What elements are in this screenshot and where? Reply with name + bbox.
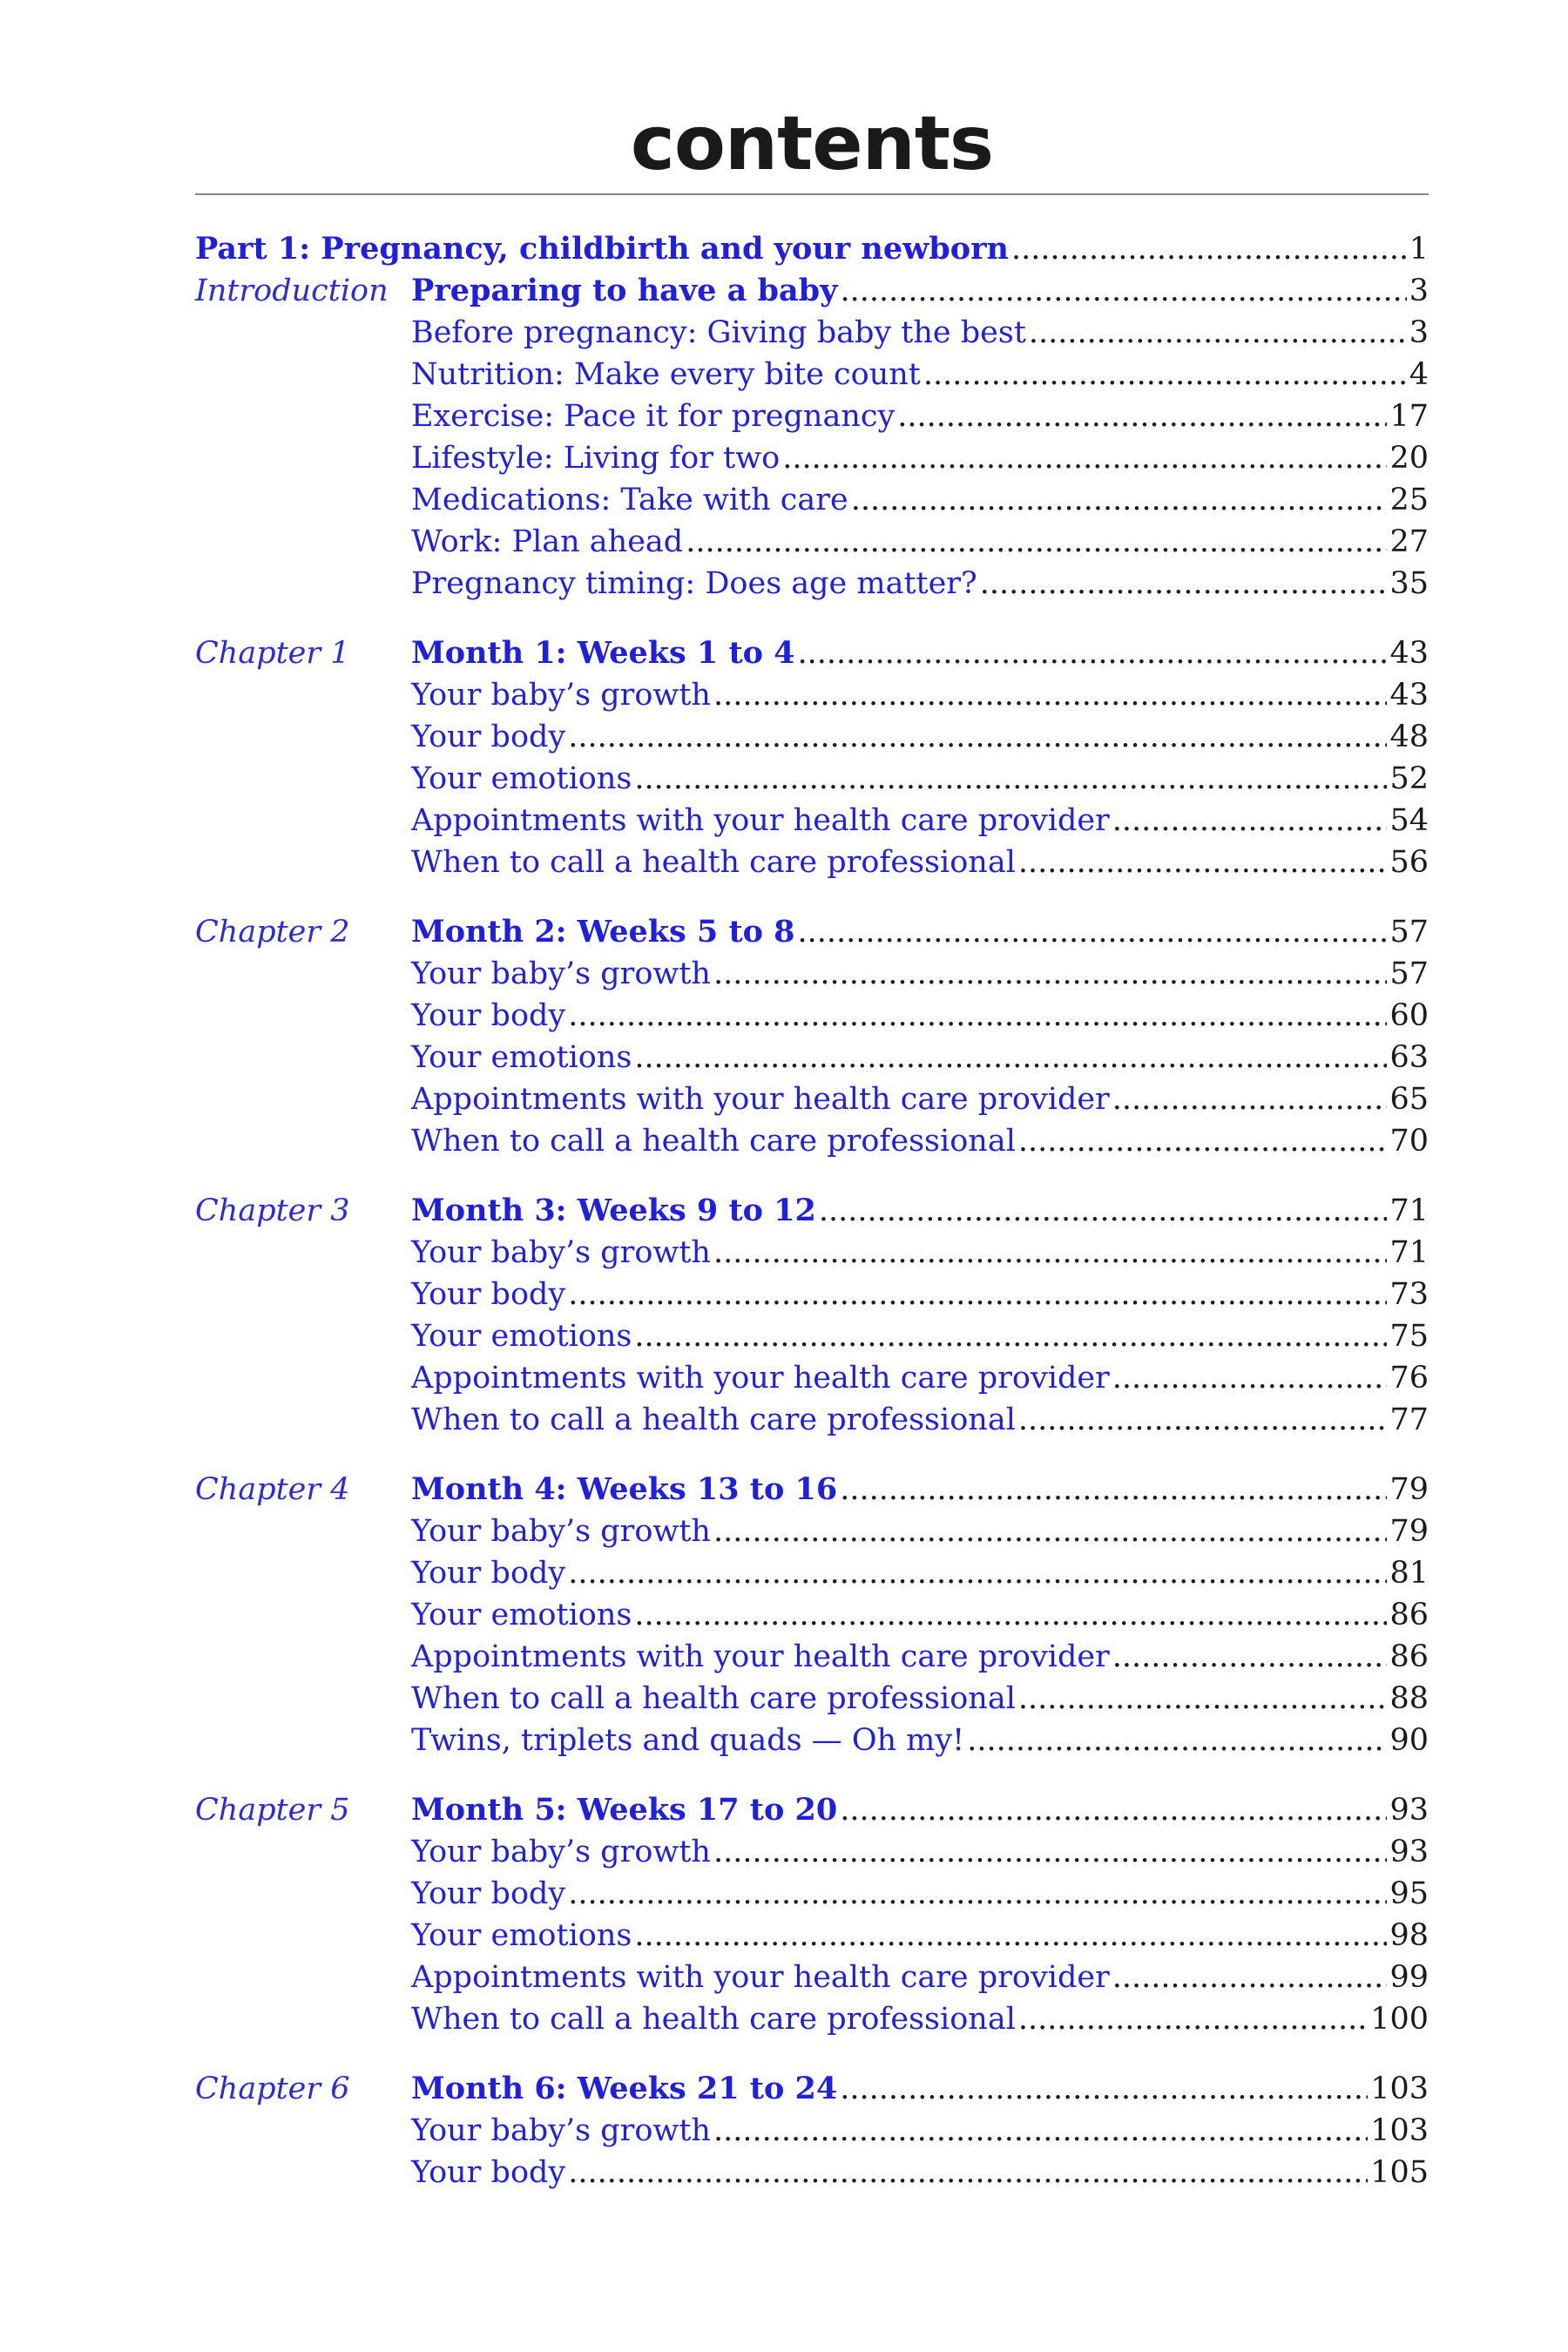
dot-leader [840, 1469, 1387, 1511]
page-number: 3 [1409, 274, 1429, 308]
toc-entry-row[interactable] [195, 1915, 1429, 1957]
toc-part-title[interactable]: Part 1: Pregnancy, childbirth and your newborn [195, 231, 1009, 267]
page-number: 17 [1389, 399, 1429, 434]
dot-leader [713, 1511, 1387, 1552]
dot-leader [568, 1873, 1387, 1915]
toc-chapter-row[interactable] [195, 1190, 1429, 1232]
dot-leader [1018, 1120, 1388, 1162]
toc-entry-title[interactable]: Pregnancy timing: Does age matter? [411, 566, 977, 601]
dot-leader [1112, 1957, 1388, 1998]
page-number: 57 [1389, 956, 1429, 991]
dot-leader [980, 563, 1388, 605]
page-number: 20 [1389, 441, 1429, 476]
toc-entry-title[interactable]: Appointments with your health care provider [411, 1960, 1110, 1995]
dot-leader [568, 716, 1387, 758]
dot-leader [634, 1037, 1387, 1078]
section-spacer [195, 883, 1429, 911]
toc-entry-row[interactable] [195, 1078, 1429, 1120]
page-number: 71 [1389, 1235, 1429, 1270]
page-number: 27 [1389, 524, 1429, 559]
page-number: 88 [1389, 1681, 1429, 1716]
dot-leader [1112, 800, 1388, 841]
page-number: 103 [1370, 2072, 1429, 2106]
dot-leader [897, 395, 1387, 437]
page-number: 63 [1389, 1040, 1429, 1075]
dot-leader [923, 354, 1407, 395]
toc-entry-title[interactable]: Your body [411, 1556, 566, 1591]
toc-entry-row[interactable] [195, 758, 1429, 800]
toc-entry-title[interactable]: Your body [411, 1876, 566, 1911]
page-number: 75 [1389, 1319, 1429, 1354]
chapter-label: Chapter 6 [195, 2072, 350, 2106]
toc-chapter-row[interactable] [195, 632, 1429, 674]
section-spacer [195, 605, 1429, 632]
toc-entry-row[interactable] [195, 1873, 1429, 1915]
page-number: 54 [1389, 803, 1429, 838]
toc-entry-title[interactable]: Exercise: Pace it for pregnancy [411, 399, 896, 434]
page-number: 98 [1389, 1918, 1429, 1953]
page-number: 1 [1409, 232, 1429, 267]
toc-entry-title[interactable]: Medications: Take with care [411, 483, 848, 517]
section-spacer [195, 2040, 1429, 2068]
dot-leader [1018, 1678, 1388, 1720]
page-number: 103 [1370, 2113, 1429, 2148]
toc-entry-row[interactable] [195, 312, 1429, 354]
section-spacer [195, 1761, 1429, 1789]
dot-leader [634, 1594, 1387, 1636]
chapter-heading[interactable]: Month 3: Weeks 9 to 12 [411, 1193, 816, 1228]
chapter-heading[interactable]: Month 2: Weeks 5 to 8 [411, 914, 795, 950]
toc-entry-row[interactable] [195, 1315, 1429, 1357]
page-number: 70 [1389, 1124, 1429, 1159]
dot-leader [634, 1915, 1387, 1957]
dot-leader [1029, 312, 1407, 354]
toc-entry-row[interactable] [195, 1232, 1429, 1274]
toc-entry-title[interactable]: When to call a health care professional [411, 2002, 1016, 2037]
toc-chapter-row[interactable] [195, 1469, 1429, 1511]
page-number: 99 [1389, 1960, 1429, 1995]
toc-chapter-row[interactable] [195, 2068, 1429, 2110]
toc-entry-row[interactable] [195, 995, 1429, 1037]
page-number: 52 [1389, 761, 1429, 796]
page-number: 105 [1370, 2155, 1429, 2190]
toc-entry-title[interactable]: Appointments with your health care provider [411, 1361, 1110, 1396]
toc-entry-title[interactable]: Before pregnancy: Giving baby the best [411, 315, 1026, 350]
chapter-label: Chapter 1 [195, 636, 350, 671]
page-number: 3 [1409, 315, 1429, 350]
dot-leader [568, 995, 1387, 1037]
page-number: 4 [1409, 357, 1429, 392]
toc-entry-row[interactable] [195, 479, 1429, 521]
page-number: 76 [1389, 1361, 1429, 1396]
page-number: 56 [1389, 845, 1429, 880]
toc-entry-row[interactable] [195, 1831, 1429, 1873]
dot-leader [798, 632, 1388, 674]
page-number: 100 [1370, 2002, 1429, 2037]
toc-entry-title[interactable]: Twins, triplets and quads — Oh my! [411, 1723, 965, 1758]
toc-entry-row[interactable] [195, 437, 1429, 479]
toc-entry-row[interactable] [195, 1120, 1429, 1162]
toc-entry-title[interactable]: Your baby’s growth [411, 1235, 711, 1270]
page-number: 25 [1389, 483, 1429, 517]
chapter-heading[interactable]: Preparing to have a baby [411, 273, 838, 308]
dot-leader [634, 1315, 1387, 1357]
toc-entry-title[interactable]: When to call a health care professional [411, 1124, 1016, 1159]
dot-leader [1112, 1636, 1388, 1678]
dot-leader [1112, 1357, 1388, 1399]
toc-entry-row[interactable] [195, 1552, 1429, 1594]
chapter-label: Chapter 3 [195, 1193, 350, 1228]
chapter-heading[interactable]: Month 1: Weeks 1 to 4 [411, 635, 795, 671]
page-number: 43 [1389, 636, 1429, 671]
toc-entry-row[interactable] [195, 1399, 1429, 1441]
toc-entry-title[interactable]: Your body [411, 2155, 566, 2190]
dot-leader [713, 1831, 1387, 1873]
toc-chapter-row[interactable] [195, 911, 1429, 953]
chapter-heading[interactable]: Month 4: Weeks 13 to 16 [411, 1471, 838, 1507]
toc-entry-title[interactable]: Your body [411, 1277, 566, 1312]
page-number: 93 [1389, 1793, 1429, 1828]
dot-leader [1018, 1399, 1388, 1441]
toc-entry-row[interactable] [195, 521, 1429, 563]
dot-leader [713, 953, 1387, 995]
toc-entry-row[interactable] [195, 1720, 1429, 1761]
page-number: 86 [1389, 1639, 1429, 1674]
toc-entry-title[interactable]: Work: Plan ahead [411, 524, 684, 559]
toc-entry-row[interactable] [195, 674, 1429, 716]
section-spacer [195, 1441, 1429, 1469]
dot-leader [713, 674, 1387, 716]
toc-entry-title[interactable]: Your baby’s growth [411, 1835, 711, 1869]
toc-entry-title[interactable]: Nutrition: Make every bite count [411, 357, 921, 392]
toc-entry-row[interactable] [195, 2110, 1429, 2152]
toc-entry-title[interactable]: Your emotions [411, 1598, 632, 1632]
dot-leader [568, 1552, 1387, 1594]
chapter-label: Chapter 4 [195, 1472, 350, 1507]
toc-entry-row[interactable] [195, 1594, 1429, 1636]
toc-chapter-row[interactable] [195, 270, 1429, 312]
toc-chapter-row[interactable] [195, 1789, 1429, 1831]
toc-entry-row[interactable] [195, 1957, 1429, 1998]
page-number: 79 [1389, 1514, 1429, 1549]
toc-entry-row[interactable] [195, 800, 1429, 841]
toc-entry-row[interactable] [195, 841, 1429, 883]
dot-leader [1018, 841, 1388, 883]
toc-entry-row[interactable] [195, 1274, 1429, 1315]
dot-leader [819, 1190, 1388, 1232]
page-number: 57 [1389, 915, 1429, 950]
page-number: 71 [1389, 1193, 1429, 1228]
chapter-heading[interactable]: Month 6: Weeks 21 to 24 [411, 2071, 838, 2106]
toc-entry-row[interactable] [195, 953, 1429, 995]
toc-entry-title[interactable]: Your emotions [411, 1040, 632, 1075]
toc-entry-title[interactable]: Your body [411, 720, 566, 754]
dot-leader [686, 521, 1387, 563]
dot-leader [840, 2068, 1368, 2110]
dot-leader [798, 911, 1388, 953]
toc-entry-title[interactable]: Your body [411, 998, 566, 1033]
toc-entry-row[interactable] [195, 716, 1429, 758]
toc-entry-row[interactable] [195, 1037, 1429, 1078]
toc-entry-title[interactable]: Your baby’s growth [411, 956, 711, 991]
chapter-label: Chapter 5 [195, 1793, 350, 1828]
chapter-label: Introduction [195, 274, 389, 308]
toc-entry-row[interactable] [195, 563, 1429, 605]
toc-entry-title[interactable]: Your emotions [411, 1918, 632, 1953]
page-number: 79 [1389, 1472, 1429, 1507]
toc-entry-row[interactable] [195, 1998, 1429, 2040]
page-number: 77 [1389, 1402, 1429, 1437]
toc-entry-row[interactable] [195, 1511, 1429, 1552]
dot-leader [782, 437, 1387, 479]
page-number: 65 [1389, 1082, 1429, 1117]
page-number: 95 [1389, 1876, 1429, 1911]
page-title: contents [630, 100, 994, 187]
page-number: 43 [1389, 678, 1429, 713]
dot-leader [568, 1274, 1387, 1315]
toc-entry-title[interactable]: Your baby’s growth [411, 2113, 711, 2148]
toc-entry-title[interactable]: When to call a health care professional [411, 845, 1016, 880]
toc-entry-title[interactable]: Your emotions [411, 761, 632, 796]
toc-entry-row[interactable] [195, 354, 1429, 395]
toc-entry-title[interactable]: Your emotions [411, 1319, 632, 1354]
toc-entry-title[interactable]: Appointments with your health care provider [411, 803, 1110, 838]
dot-leader [634, 758, 1387, 800]
dot-leader [1018, 1998, 1368, 2040]
dot-leader [713, 1232, 1387, 1274]
toc-entry-title[interactable]: When to call a health care professional [411, 1681, 1016, 1716]
toc-entry-title[interactable]: Appointments with your health care provider [411, 1639, 1110, 1674]
dot-leader [1112, 1078, 1388, 1120]
toc-entry-row[interactable] [195, 1678, 1429, 1720]
section-spacer [195, 1162, 1429, 1190]
toc-entry-row[interactable] [195, 1636, 1429, 1678]
page-number: 81 [1389, 1556, 1429, 1591]
toc-page [195, 96, 1429, 2193]
page-number: 60 [1389, 998, 1429, 1033]
toc-entry-title[interactable]: Your baby’s growth [411, 678, 711, 713]
title-divider [195, 193, 1429, 195]
dot-leader [851, 479, 1388, 521]
toc-part-row[interactable] [195, 228, 1429, 270]
dot-leader [568, 2152, 1368, 2193]
chapter-heading[interactable]: Month 5: Weeks 17 to 20 [411, 1792, 838, 1828]
page-number: 48 [1389, 720, 1429, 754]
toc-entry-title[interactable]: Your baby’s growth [411, 1514, 711, 1549]
page-number: 90 [1389, 1723, 1429, 1758]
toc-entry-title[interactable]: Appointments with your health care provider [411, 1082, 1110, 1117]
dot-leader [840, 1789, 1387, 1831]
chapter-label: Chapter 2 [195, 915, 350, 950]
page-number: 93 [1389, 1835, 1429, 1869]
page-number: 35 [1389, 566, 1429, 601]
toc-entry-row[interactable] [195, 2152, 1429, 2193]
toc-sections [195, 270, 1429, 2193]
page-number: 86 [1389, 1598, 1429, 1632]
toc-entry-row[interactable] [195, 395, 1429, 437]
toc-entry-row[interactable] [195, 1357, 1429, 1399]
toc-entry-title[interactable]: Lifestyle: Living for two [411, 441, 781, 476]
dot-leader [1011, 228, 1407, 270]
toc-entry-title[interactable]: When to call a health care professional [411, 1402, 1016, 1437]
dot-leader [713, 2110, 1368, 2152]
dot-leader [967, 1720, 1387, 1761]
page-number: 73 [1389, 1277, 1429, 1312]
dot-leader [840, 270, 1406, 312]
